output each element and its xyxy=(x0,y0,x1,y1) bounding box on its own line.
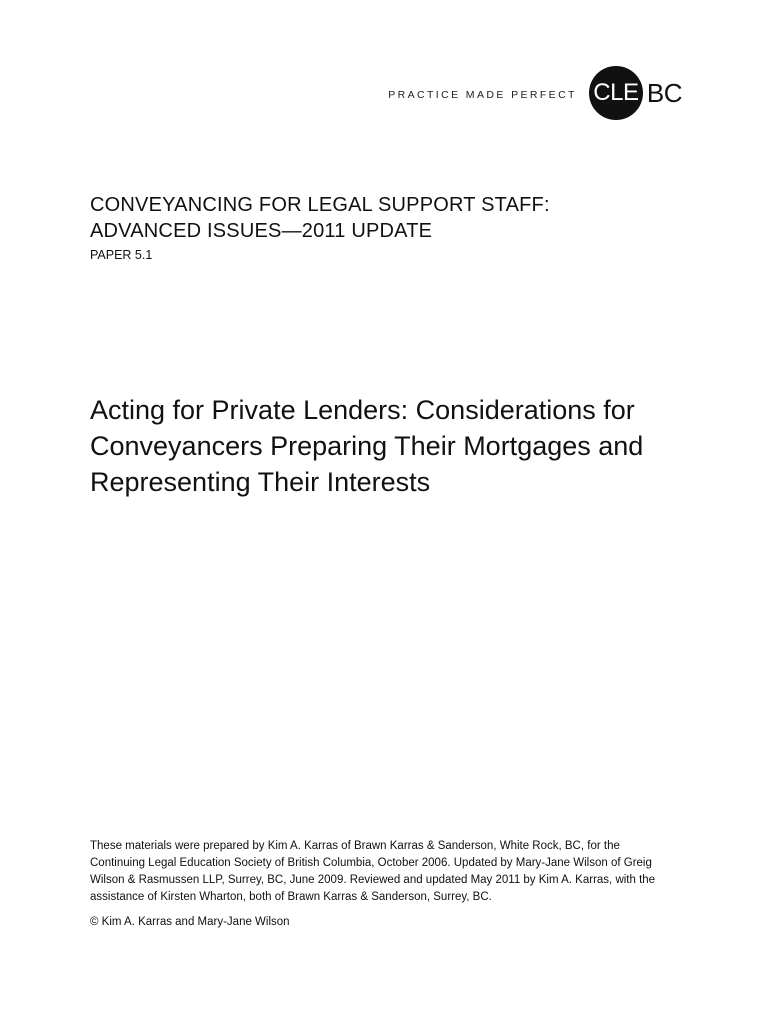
paper-number: PAPER 5.1 xyxy=(90,248,153,262)
paper-title xyxy=(90,392,710,500)
authorship-note xyxy=(90,838,690,906)
logo-tagline: PRACTICE MADE PERFECT xyxy=(388,89,577,101)
course-title-line-1: CONVEYANCING FOR LEGAL SUPPORT STAFF: xyxy=(90,194,550,216)
cle-logo-circle xyxy=(589,66,643,120)
credits-block xyxy=(90,838,690,939)
logo-bc-text: BC xyxy=(646,77,682,108)
publisher-logo xyxy=(388,66,682,120)
authorship-line-3: Wilson & Rasmussen LLP, Surrey, BC, June 2009. Reviewed and updated May 2011 by Kim A. Karras, with the xyxy=(90,874,656,886)
authorship-line-2: Continuing Legal Education Society of British Columbia, October 2006. Updated by Mary-Jane Wilson of Greig xyxy=(90,857,652,869)
copyright-notice: © Kim A. Karras and Mary-Jane Wilson xyxy=(90,916,290,928)
authorship-line-4: assistance of Kirsten Wharton, both of Brawn Karras & Sanderson, Surrey, BC. xyxy=(90,891,492,903)
paper-title-line-1: Acting for Private Lenders: Considerations for xyxy=(90,395,635,425)
authorship-line-1: These materials were prepared by Kim A. Karras of Brawn Karras & Sanderson, White Rock, BC, for the xyxy=(90,840,620,852)
course-title-block xyxy=(90,192,690,264)
paper-title-line-3: Representing Their Interests xyxy=(90,467,431,497)
course-title-line-2: ADVANCED ISSUES—2011 UPDATE xyxy=(90,220,433,242)
logo-cle-text: CLE xyxy=(593,79,639,106)
paper-title-line-2: Conveyancers Preparing Their Mortgages and xyxy=(90,431,644,461)
